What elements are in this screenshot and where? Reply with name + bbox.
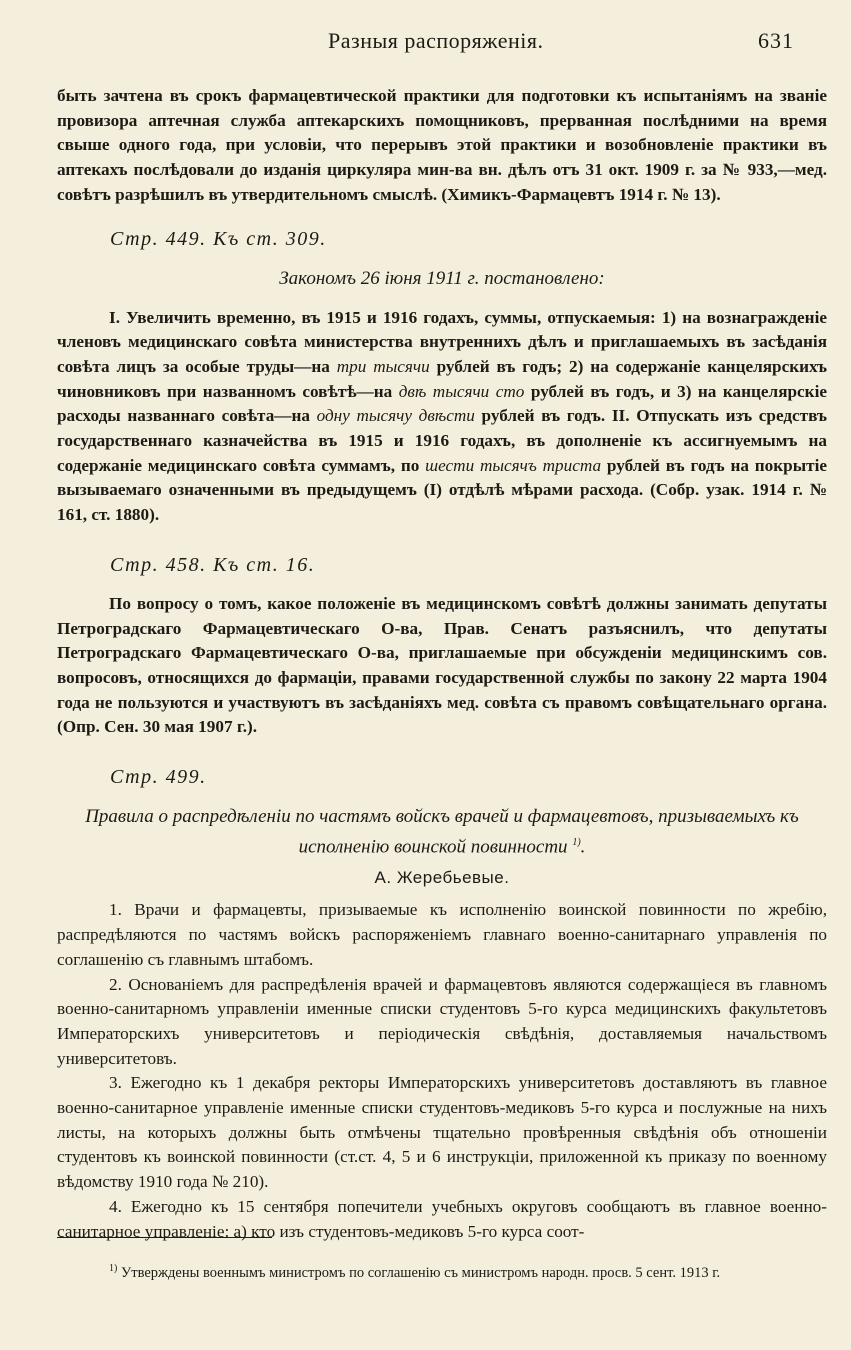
law-text-part: рублей въ годъ; 2) на содержаніе канцелярскихъ чиновниковъ при названномъ совѣтѣ—на — [57, 356, 827, 401]
law-text-part: рублей въ годъ. II. Отпускать изъ средствъ государственнаго казначейства въ 1915 и 1916 годахъ, въ дополненіе къ ассигнуемымъ на содержаніе медицинскаго совѣта суммамъ, по — [57, 406, 827, 475]
rule-item-4: 4. Ежегодно къ 15 сентября попечители учебныхъ округовъ сообщаютъ въ главное военно-санитарное управленіе: а) кто изъ студентовъ-медиковъ 5-го курса соот- — [57, 1196, 827, 1241]
rule-item-1: 1. Врачи и фармацевты, призываемые къ исполненію воинской повинности по жребію, распредѣляются по частямъ войскъ распоряженіемъ главнаго военно-санитарнаго управленія по соглашенію съ главнымъ штабомъ. — [57, 900, 827, 969]
section-heading-449: Стр. 449. Къ ст. 309. — [110, 227, 327, 250]
footnote-marker: 1) — [109, 1263, 118, 1274]
subheading-lottery: А. Жеребьевые. — [374, 868, 510, 888]
law-text — [57, 306, 827, 528]
law-sum-six-thousand-three-hundred: шести тысячъ триста — [425, 455, 602, 475]
footnote-text: Утверждены военнымъ министромъ по соглашенію съ министромъ народн. просв. 5 сент. 1913 г. — [120, 1264, 721, 1281]
rules-title-text: Правила о распредѣленіи по частямъ войскъ врачей и фармацевтовъ, призываемыхъ къ исполненію воинской повинности — [85, 806, 799, 858]
law-sum-one-thousand-two-hundred: одну тысячу двѣсти — [316, 406, 475, 426]
footnote-divider — [57, 1237, 272, 1238]
law-heading: Закономъ 26 іюня 1911 г. постановлено: — [279, 267, 605, 289]
page-header — [0, 28, 851, 60]
running-title: Разныя распоряженія. — [328, 28, 544, 53]
law-text-part: I. Увеличить временно, въ 1915 и 1916 годахъ, суммы, отпускаемыя: 1) на вознагражденіе членовъ медицинскаго совѣта министерства внутреннихъ дѣлъ и приглашаемыхъ въ засѣданія совѣта лицъ за особые труды—на — [57, 307, 827, 376]
page-number: 631 — [758, 28, 794, 53]
page-body — [57, 84, 827, 1244]
law-sum-three-thousand: три тысячи — [336, 356, 430, 376]
section-heading-458: Стр. 458. Къ ст. 16. — [110, 553, 316, 576]
law-text-part: рублей въ годъ на покрытіе вызываемаго означенными въ предыдущемъ (I) отдѣлѣ мѣрами расхода. (Собр. узак. 1914 г. № 161, ст. 1880). — [57, 455, 828, 525]
law-sum-two-thousand-hundred: двѣ тысячи сто — [398, 381, 525, 401]
footnote — [57, 1258, 827, 1284]
footnote-reference: 1) — [572, 837, 581, 849]
section-heading-499: Стр. 499. — [110, 766, 207, 789]
rule-item-2: 2. Основаніемъ для распредѣленія врачей и фармацевтовъ являются содержащіеся въ главномъ военно-санитарномъ управленіи именные списки студентовъ 5-го курса медицинскихъ факультетовъ Императорскихъ университетовъ и періодическія свѣдѣнія, доставляемыя начальствомъ университетовъ. — [57, 974, 827, 1068]
senate-ruling-text: По вопросу о томъ, какое положеніе въ медицинскомъ совѣтѣ должны занимать депутаты Петроградскаго Фармацевтическаго О-ва, Прав. Сенатъ разъяснилъ, что депутаты Петроградскаго Фармацевтическаго О-ва, приглашаемые при обсужденіи медицинскимъ сов. вопросовъ, относящихся до фармаціи, правами государственной службы по закону 22 марта 1904 года не пользуются и участвуютъ въ засѣданіяхъ мед. совѣта съ правомъ совѣщательнаго органа. (Опр. Сен. 30 мая 1907 г.). — [57, 593, 827, 737]
rules-title: Правила о распредѣленіи по частямъ войскъ врачей и фармацевтовъ, призываемыхъ къ исполненію воинской повинности $^{1)}$. — [85, 806, 799, 858]
rule-item-3: 3. Ежегодно къ 1 декабря ректоры Императорскихъ университетовъ доставляютъ въ главное военно-санитарное управленіе именные списки студентовъ-медиковъ 5-го курса и послужные на нихъ листы, на которыхъ должны быть отмѣчены тщательно провѣренныя свѣдѣнія объ отношеніи студентовъ къ воинской повинности (ст.ст. 4, 5 и 6 инструкціи, приложенной къ приказу по военному вѣдомству 1910 года № 210). — [57, 1073, 827, 1192]
paragraph-continuation: быть зачтена въ срокъ фармацевтической практики для подготовки къ испытаніямъ на званіе провизора аптечная служба аптекарскихъ помощниковъ, прерванная послѣдними на время свыше одного года, при условіи, что перерывъ этой практики и возобновленіе практики въ аптекахъ послѣдовали до изданія циркуляра мин-ва вн. дѣлъ отъ 31 окт. 1909 г. за № 933,—мед. совѣтъ разрѣшилъ въ утвердительномъ смыслѣ. (Химикъ-Фармацевтъ 1914 г. № 13). — [57, 86, 827, 204]
law-text-part: рублей въ годъ, и 3) на канцелярскіе расходы названнаго совѣта—на — [57, 381, 827, 426]
